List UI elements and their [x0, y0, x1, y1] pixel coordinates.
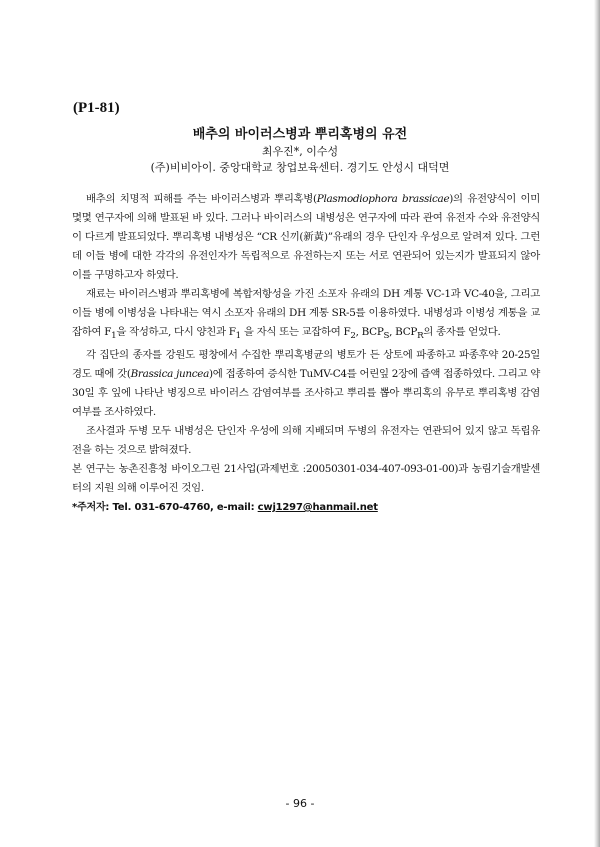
species-name: Plasmodiophora brassicae — [316, 193, 450, 205]
page-number: - 96 - — [285, 797, 315, 810]
paragraph-methods: 각 집단의 종자를 강원도 평창에서 수집한 뿌리혹병균의 병토가 든 상토에 파종하고 파종후약 20-25일 경도 때에 갓(Brassica juncea)에 접종하여 증식한 TuMV-C4를 어린잎 2장에 즙액 접종하였다. 그리고 약 30일 후 잎에 나타난 병징으로 바이러스 감염여부를 조사하고 뿌리를 뽑아 뿌리혹의 유무로 뿌리혹병 감염여부를 조사하였다. — [72, 349, 540, 419]
abstract-code: (P1-81) — [73, 100, 120, 116]
paragraph-results: 조사결과 두병 모두 내병성은 단인자 우성에 의해 지배되며 두병의 유전자는 연관되어 있지 않고 독립유전을 하는 것으로 밝혀졌다. — [72, 425, 540, 457]
paper-title: 배추의 바이러스병과 뿌리혹병의 유전 — [192, 127, 408, 142]
email-link[interactable]: cwj1297@hanmail.net — [257, 502, 378, 514]
species-name: Brassica juncea — [130, 368, 210, 381]
abstract-body — [72, 190, 540, 517]
paragraph-materials: 재료는 바이러스병과 뿌리혹병에 복합저항성을 가진 소포자 유래의 DH 계통 VC-1과 VC-40을, 그리고 이들 병에 이병성을 나타내는 역시 소포자 유래의 DH 계통 SR-5를 이용하였다. 내병성과 이병성 계통을 교잡하여 $F_1$을 작성하고, 다시 양친과 $F_1$ 을 자식 또는 교잡하여 $F_2$, $BCP_S$, $BCP_R$의 종자를 얻었다. — [72, 288, 540, 342]
corresponding-author-contact: *주저자: Tel. 031-670-4760, e-mail: cwj1297@hanmail.net — [72, 502, 378, 514]
paper-affiliation: (주)비비아이. 중앙대학교 창업보육센터. 경기도 안성시 대덕면 — [150, 161, 450, 174]
paper-authors: 최우진*, 이수성 — [261, 145, 339, 158]
paragraph-acknowledgment: 본 연구는 농촌진흥청 바이오그린 21사업(과제번호 :20050301-034-407-093-01-00)과 농림기술개발센터의 지원 의해 이루어진 것임. — [72, 463, 540, 495]
paragraph-background: 배추의 치명적 피해를 주는 바이러스병과 뿌리혹병(Plasmodiophora brassicae)의 유전양식이 이미 몇몇 연구자에 의해 발표된 바 있다. 그러나 바이러스의 내병성은 연구자에 따라 관여 유전자 수와 유전양식이 다르게 발표되었다. 뿌리혹병 내병성은 “CR 신끼(新黃)”유래의 경우 단인자 우성으로 알려져 있다. 그런데 이들 병에 대한 각각의 유전인자가 독립적으로 유전하는지 또는 서로 연관되어 있는지가 발표되지 않아 이를 구명하고자 하였다. — [72, 193, 540, 281]
